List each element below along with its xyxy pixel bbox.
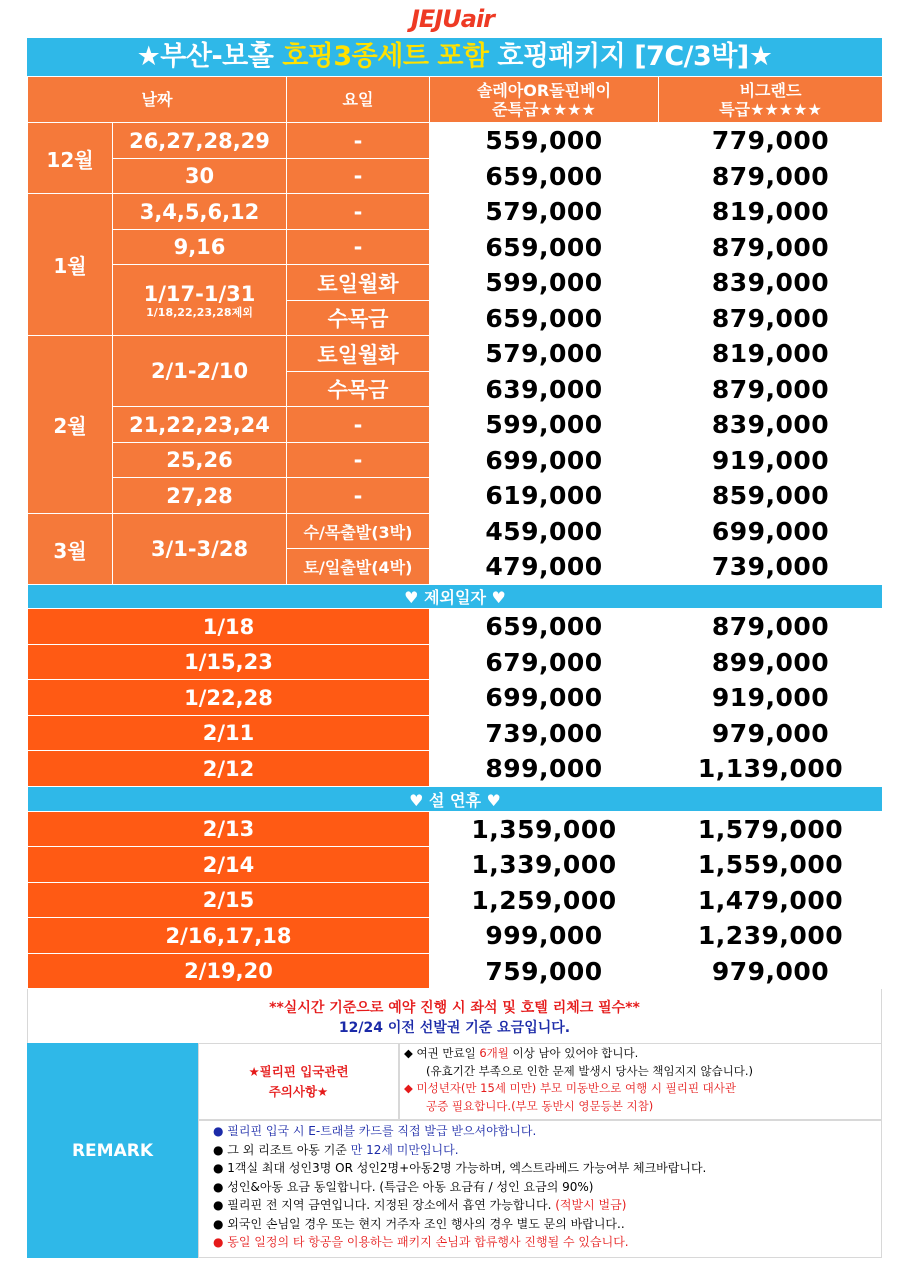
price-hotel2: 839,000 (659, 407, 883, 443)
holiday-title: ♥ 설 연휴 ♥ (28, 787, 883, 812)
table-row (28, 265, 883, 301)
date-cell: 2/19,20 (28, 954, 430, 989)
hotel2-name: 비그랜드 (739, 80, 802, 100)
price-hotel2: 839,000 (659, 265, 883, 301)
table-row (28, 883, 883, 918)
day-cell: 수/목출발(3박) (287, 514, 430, 549)
date-cell: 27,28 (113, 478, 287, 514)
price-hotel2: 879,000 (659, 609, 883, 645)
price-hotel2: 779,000 (659, 123, 883, 159)
table-row (28, 918, 883, 954)
price-hotel1: 659,000 (430, 609, 659, 645)
table-row (28, 159, 883, 194)
day-cell: 수목금 (287, 301, 430, 336)
table-row (28, 954, 883, 989)
notice (27, 998, 882, 1042)
price-hotel2: 979,000 (659, 716, 883, 751)
date-cell: 26,27,28,29 (113, 123, 287, 159)
header-day: 요일 (287, 77, 430, 123)
date-cell: 2/1-2/10 (113, 336, 287, 407)
table-row (28, 751, 883, 787)
table-row (28, 443, 883, 478)
jejuair-logo: JEJUair (411, 5, 494, 33)
date-range: 1/17-1/31 (143, 281, 256, 306)
holiday-section-header (28, 787, 883, 812)
table-row (28, 407, 883, 443)
date-cell: 25,26 (113, 443, 287, 478)
date-cell: 1/15,23 (28, 645, 430, 680)
minor-note-cont: 공증 필요합니다.(부모 동반시 영문등본 지참) (426, 1098, 654, 1113)
price-hotel2: 1,139,000 (659, 751, 883, 787)
title-highlight: 호핑3종세트 포함 (282, 41, 489, 72)
price-hotel1: 659,000 (430, 159, 659, 194)
price-hotel2: 1,479,000 (659, 883, 883, 918)
price-hotel1: 759,000 (430, 954, 659, 989)
table-row (28, 645, 883, 680)
month-dec: 12월 (28, 123, 113, 194)
price-hotel1: 659,000 (430, 301, 659, 336)
title-suffix: 호핑패키지 [7C/3박]★ (488, 41, 773, 72)
minor-note: ◆ 미성년자(만 15세 미만) 부모 미동반으로 여행 시 필리핀 대사관 (404, 1081, 736, 1095)
date-note: 1/18,22,23,28제외 (146, 305, 253, 319)
price-hotel1: 659,000 (430, 230, 659, 265)
price-hotel2: 879,000 (659, 230, 883, 265)
month-feb: 2월 (28, 336, 113, 514)
date-cell: 2/11 (28, 716, 430, 751)
date-cell: 9,16 (113, 230, 287, 265)
list-item: ● 필리핀 입국 시 E-트래블 카드를 직접 발급 받으셔야합니다. (213, 1124, 537, 1138)
date-cell: 2/12 (28, 751, 430, 787)
list-item: ● 1객실 최대 성인3명 OR 성인2명+아동2명 가능하며, 엑스트라베드 가능여부 체크바랍니다. (213, 1161, 707, 1175)
title-prefix: ★부산-보홀 (136, 41, 283, 72)
table-row (28, 847, 883, 883)
table-row (28, 812, 883, 847)
header-hotel1 (430, 77, 659, 123)
day-cell: - (287, 407, 430, 443)
list-item (213, 1141, 881, 1160)
date-cell: 2/14 (28, 847, 430, 883)
price-hotel1: 1,359,000 (430, 812, 659, 847)
price-hotel2: 919,000 (659, 443, 883, 478)
day-cell: - (287, 230, 430, 265)
passport-note-c: 이상 남아 있어야 합니다. (508, 1046, 639, 1060)
price-hotel2: 859,000 (659, 478, 883, 514)
remark-bullets (198, 1120, 882, 1258)
date-cell: 1/18 (28, 609, 430, 645)
date-cell: 30 (113, 159, 287, 194)
price-hotel1: 459,000 (430, 514, 659, 549)
price-hotel1: 739,000 (430, 716, 659, 751)
smoking-a: ● 필리핀 전 지역 금연입니다. 지정된 장소에서 흡연 가능합니다. (213, 1198, 556, 1212)
table-row (28, 514, 883, 549)
child-age-a: ● 그 외 리조트 아동 기준 (213, 1142, 351, 1157)
child-age-b: 만 12세 미만입니다. (350, 1142, 459, 1157)
price-hotel1: 639,000 (430, 372, 659, 407)
table-row (28, 478, 883, 514)
price-hotel2: 979,000 (659, 954, 883, 989)
hotel1-grade: 준특급★★★★ (492, 99, 596, 119)
date-cell: 3/1-3/28 (113, 514, 287, 585)
price-hotel1: 559,000 (430, 123, 659, 159)
price-hotel2: 819,000 (659, 336, 883, 372)
passport-months: 6개월 (479, 1046, 509, 1060)
ph-label-line2: 주의사항★ (268, 1083, 329, 1099)
price-hotel2: 879,000 (659, 372, 883, 407)
day-cell: - (287, 159, 430, 194)
philippines-entry-label (198, 1043, 399, 1120)
date-cell (113, 265, 287, 336)
price-hotel2: 919,000 (659, 680, 883, 716)
price-hotel1: 1,259,000 (430, 883, 659, 918)
price-hotel1: 599,000 (430, 407, 659, 443)
day-cell: - (287, 123, 430, 159)
day-cell: - (287, 478, 430, 514)
price-hotel1: 899,000 (430, 751, 659, 787)
day-cell: 수목금 (287, 372, 430, 407)
price-hotel2: 1,579,000 (659, 812, 883, 847)
price-hotel2: 819,000 (659, 194, 883, 230)
price-table (27, 76, 883, 989)
table-row (28, 716, 883, 751)
price-hotel1: 579,000 (430, 336, 659, 372)
price-hotel1: 679,000 (430, 645, 659, 680)
smoking-b: (적발시 벌금) (555, 1198, 627, 1212)
passport-note (404, 1045, 877, 1063)
table-row (28, 609, 883, 645)
date-cell: 3,4,5,6,12 (113, 194, 287, 230)
ph-label-line1: ★필리핀 입국관련 (248, 1063, 349, 1079)
price-hotel1: 479,000 (430, 549, 659, 585)
day-cell: 토/일출발(4박) (287, 549, 430, 585)
price-hotel2: 1,239,000 (659, 918, 883, 954)
notice-recheck: **실시간 기준으로 예약 진행 시 좌석 및 호텔 리체크 필수** (269, 1000, 640, 1016)
date-cell: 1/22,28 (28, 680, 430, 716)
table-row (28, 680, 883, 716)
price-hotel1: 699,000 (430, 443, 659, 478)
date-cell: 21,22,23,24 (113, 407, 287, 443)
price-hotel1: 619,000 (430, 478, 659, 514)
price-hotel1: 579,000 (430, 194, 659, 230)
date-cell: 2/15 (28, 883, 430, 918)
list-item: ● 성인&아동 요금 동일합니다. (특급은 아동 요금有 / 성인 요금의 90%) (213, 1179, 594, 1194)
table-row (28, 194, 883, 230)
day-cell: - (287, 443, 430, 478)
month-mar: 3월 (28, 514, 113, 585)
excluded-title: ♥ 제외일자 ♥ (28, 585, 883, 609)
price-hotel1: 599,000 (430, 265, 659, 301)
table-row (28, 123, 883, 159)
table-header-row (28, 77, 883, 123)
price-hotel2: 879,000 (659, 159, 883, 194)
price-hotel1: 1,339,000 (430, 847, 659, 883)
notice-fare-basis: 12/24 이전 선발권 기준 요금입니다. (338, 1020, 571, 1036)
price-hotel2: 699,000 (659, 514, 883, 549)
excluded-section-header (28, 585, 883, 609)
date-cell: 2/13 (28, 812, 430, 847)
list-item: ● 동일 일정의 타 항공을 이용하는 패키지 손님과 합류행사 진행될 수 있습니다. (213, 1235, 629, 1249)
page-title (27, 38, 882, 76)
date-cell: 2/16,17,18 (28, 918, 430, 954)
day-cell: 토일월화 (287, 265, 430, 301)
header-date: 날짜 (28, 77, 287, 123)
table-row (28, 336, 883, 372)
day-cell: - (287, 194, 430, 230)
passport-disclaimer: (유효기간 부족으로 인한 문제 발생시 당사는 책임지지 않습니다.) (426, 1063, 754, 1078)
philippines-entry-notes (399, 1043, 882, 1120)
day-cell: 토일월화 (287, 336, 430, 372)
table-row (28, 230, 883, 265)
price-hotel2: 1,559,000 (659, 847, 883, 883)
month-jan: 1월 (28, 194, 113, 336)
list-item (213, 1196, 881, 1215)
list-item: ● 외국인 손님일 경우 또는 현지 거주자 조인 행사의 경우 별도 문의 바랍니다.. (213, 1216, 625, 1231)
remark-label: REMARK (27, 1043, 198, 1258)
price-hotel2: 899,000 (659, 645, 883, 680)
hotel2-grade: 특급★★★★★ (719, 99, 822, 119)
price-hotel2: 879,000 (659, 301, 883, 336)
passport-note-a: ◆ 여권 만료일 (404, 1046, 480, 1060)
header-hotel2 (659, 77, 883, 123)
hotel1-name: 솔레아OR돌핀베이 (476, 80, 612, 100)
price-hotel1: 699,000 (430, 680, 659, 716)
price-hotel1: 999,000 (430, 918, 659, 954)
price-hotel2: 739,000 (659, 549, 883, 585)
